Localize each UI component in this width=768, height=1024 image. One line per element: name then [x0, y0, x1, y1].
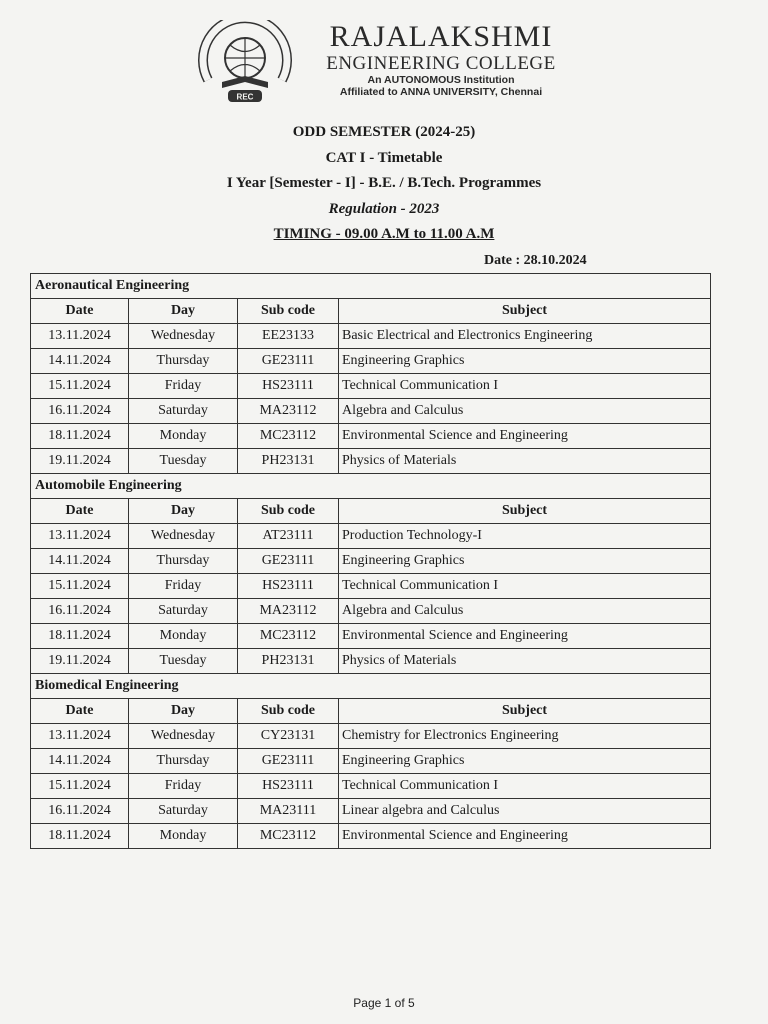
date-cell: 13.11.2024 [31, 524, 129, 549]
department-name: Biomedical Engineering [31, 674, 711, 699]
sub-code-cell: HS23111 [238, 374, 339, 399]
subject-cell: Chemistry for Electronics Engineering [339, 724, 711, 749]
regulation-title: Regulation - 2023 [328, 200, 440, 217]
subject-cell: Physics of Materials [339, 449, 711, 474]
department-row [31, 274, 711, 299]
sub-code-cell: GE23111 [238, 749, 339, 774]
table-row [31, 399, 711, 424]
department-name: Automobile Engineering [31, 474, 711, 499]
column-header-row [31, 699, 711, 724]
table-row [31, 599, 711, 624]
column-header: Day [129, 299, 238, 324]
table-row [31, 424, 711, 449]
sub-code-cell: HS23111 [238, 774, 339, 799]
subject-cell: Production Technology-I [339, 524, 711, 549]
subject-cell: Environmental Science and Engineering [339, 624, 711, 649]
date-cell: 14.11.2024 [31, 749, 129, 774]
college-logo-icon [188, 20, 302, 106]
column-header: Day [129, 699, 238, 724]
date-cell: 18.11.2024 [31, 424, 129, 449]
programme-title: I Year [Semester - I] - B.E. / B.Tech. Programmes [226, 175, 542, 191]
day-cell: Thursday [129, 549, 238, 574]
day-cell: Monday [129, 824, 238, 849]
table-row [31, 524, 711, 549]
sub-code-cell: PH23131 [238, 649, 339, 674]
sub-code-cell: MC23112 [238, 624, 339, 649]
date-cell: 13.11.2024 [31, 324, 129, 349]
date-cell: 16.11.2024 [31, 399, 129, 424]
table-row [31, 749, 711, 774]
sub-code-cell: AT23111 [238, 524, 339, 549]
subject-cell: Technical Communication I [339, 374, 711, 399]
sub-code-cell: HS23111 [238, 574, 339, 599]
table-row [31, 324, 711, 349]
sub-code-cell: MC23112 [238, 424, 339, 449]
subject-cell: Physics of Materials [339, 649, 711, 674]
column-header: Subject [339, 299, 711, 324]
sub-code-cell: GE23111 [238, 549, 339, 574]
page-number: Page 1 of 5 [353, 996, 415, 1010]
column-header: Date [31, 699, 129, 724]
sub-code-cell: MA23112 [238, 399, 339, 424]
exam-title: CAT I - Timetable [325, 149, 443, 166]
column-header: Subject [339, 499, 711, 524]
subject-cell: Technical Communication I [339, 774, 711, 799]
subject-cell: Environmental Science and Engineering [339, 824, 711, 849]
timing-title: TIMING - 09.00 A.M to 11.00 A.M [273, 226, 495, 242]
day-cell: Friday [129, 374, 238, 399]
day-cell: Thursday [129, 749, 238, 774]
sub-code-cell: MA23112 [238, 599, 339, 624]
date-cell: 16.11.2024 [31, 799, 129, 824]
date-cell: 18.11.2024 [31, 824, 129, 849]
column-header: Date [31, 499, 129, 524]
subject-cell: Environmental Science and Engineering [339, 424, 711, 449]
affiliation-line: Affiliated to ANNA UNIVERSITY, Chennai [339, 86, 543, 98]
timetable [30, 273, 711, 849]
day-cell: Wednesday [129, 724, 238, 749]
column-header-row [31, 499, 711, 524]
day-cell: Saturday [129, 599, 238, 624]
day-cell: Wednesday [129, 324, 238, 349]
college-subtitle: ENGINEERING COLLEGE [326, 53, 556, 74]
semester-title: ODD SEMESTER (2024-25) [292, 124, 476, 140]
table-row [31, 374, 711, 399]
subject-cell: Engineering Graphics [339, 549, 711, 574]
table-row [31, 449, 711, 474]
date-cell: 15.11.2024 [31, 374, 129, 399]
day-cell: Friday [129, 774, 238, 799]
subject-cell: Linear algebra and Calculus [339, 799, 711, 824]
department-row [31, 474, 711, 499]
department-name: Aeronautical Engineering [31, 274, 711, 299]
day-cell: Saturday [129, 799, 238, 824]
day-cell: Tuesday [129, 649, 238, 674]
day-cell: Saturday [129, 399, 238, 424]
department-row [31, 674, 711, 699]
subject-cell: Engineering Graphics [339, 749, 711, 774]
date-cell: 19.11.2024 [31, 649, 129, 674]
subject-cell: Algebra and Calculus [339, 599, 711, 624]
column-header: Day [129, 499, 238, 524]
day-cell: Monday [129, 424, 238, 449]
day-cell: Thursday [129, 349, 238, 374]
sub-code-cell: PH23131 [238, 449, 339, 474]
document-titles [0, 120, 768, 248]
date-cell: 18.11.2024 [31, 624, 129, 649]
sub-code-cell: GE23111 [238, 349, 339, 374]
day-cell: Tuesday [129, 449, 238, 474]
table-row [31, 799, 711, 824]
table-row [31, 349, 711, 374]
date-cell: 14.11.2024 [31, 349, 129, 374]
day-cell: Friday [129, 574, 238, 599]
subject-cell: Technical Communication I [339, 574, 711, 599]
table-row [31, 549, 711, 574]
column-header-row [31, 299, 711, 324]
college-name: RAJALAKSHMI [329, 20, 553, 53]
date-cell: 19.11.2024 [31, 449, 129, 474]
subject-cell: Algebra and Calculus [339, 399, 711, 424]
sub-code-cell: EE23133 [238, 324, 339, 349]
autonomous-line: An AUTONOMOUS Institution [367, 74, 515, 86]
college-name-block [316, 20, 566, 98]
table-row [31, 774, 711, 799]
table-row [31, 824, 711, 849]
day-cell: Wednesday [129, 524, 238, 549]
column-header: Date [31, 299, 129, 324]
sub-code-cell: MA23111 [238, 799, 339, 824]
date-cell: 15.11.2024 [31, 574, 129, 599]
date-cell: 14.11.2024 [31, 549, 129, 574]
day-cell: Monday [129, 624, 238, 649]
date-cell: 13.11.2024 [31, 724, 129, 749]
column-header: Sub code [238, 299, 339, 324]
column-header: Subject [339, 699, 711, 724]
subject-cell: Basic Electrical and Electronics Engineering [339, 324, 711, 349]
table-row [31, 724, 711, 749]
date-cell: 15.11.2024 [31, 774, 129, 799]
issue-date: Date : 28.10.2024 [484, 253, 587, 268]
table-row [31, 574, 711, 599]
column-header: Sub code [238, 699, 339, 724]
document-header [0, 0, 768, 110]
subject-cell: Engineering Graphics [339, 349, 711, 374]
date-cell: 16.11.2024 [31, 599, 129, 624]
svg-text:REC: REC [236, 92, 254, 102]
sub-code-cell: MC23112 [238, 824, 339, 849]
table-row [31, 624, 711, 649]
table-row [31, 649, 711, 674]
sub-code-cell: CY23131 [238, 724, 339, 749]
column-header: Sub code [238, 499, 339, 524]
